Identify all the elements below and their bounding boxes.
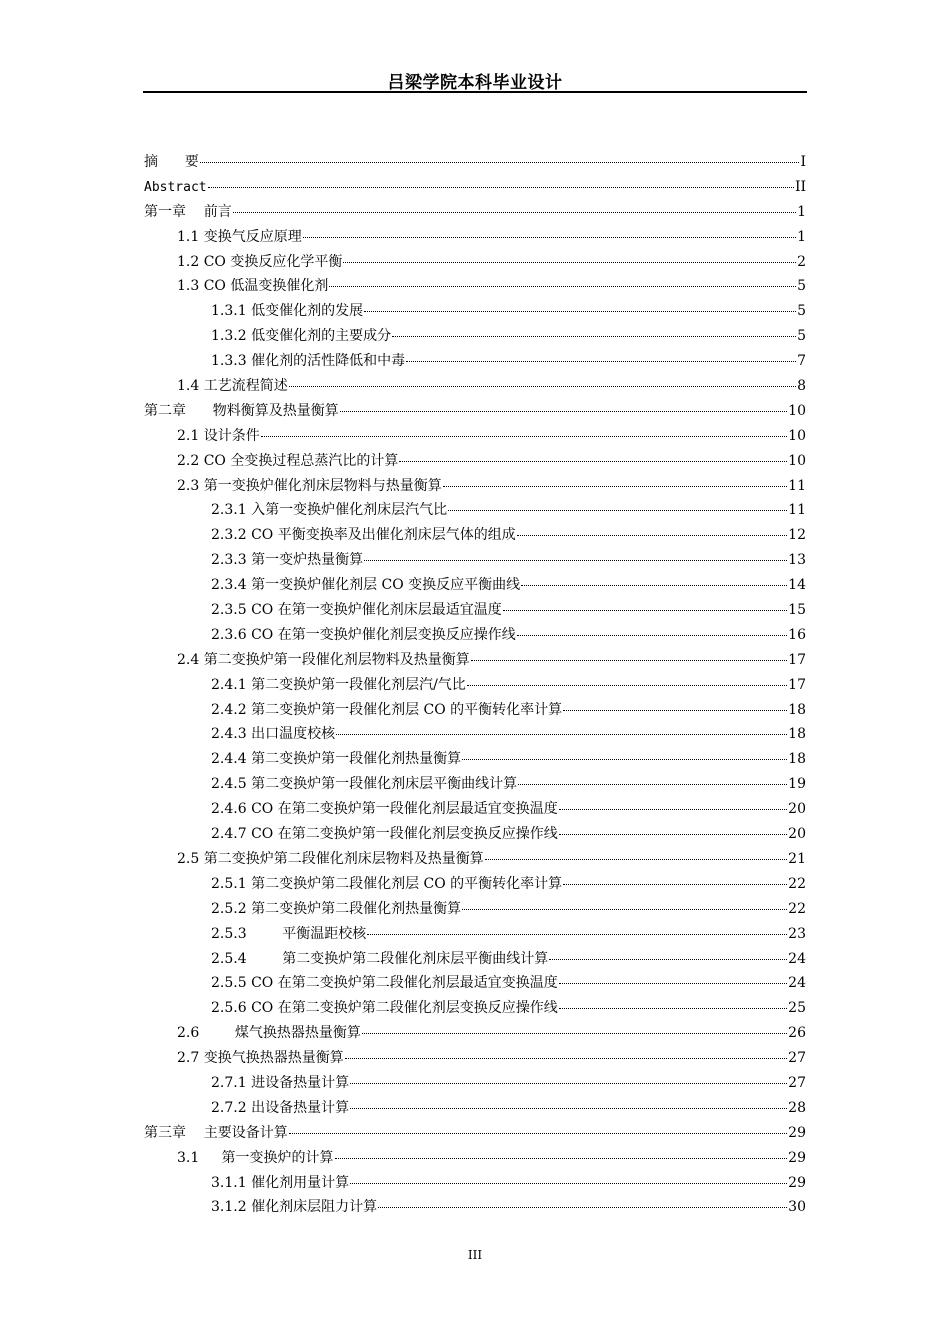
toc-leader-dots <box>549 959 787 960</box>
toc-entry[interactable] <box>144 449 806 474</box>
toc-leader-dots <box>392 336 796 337</box>
toc-entry[interactable] <box>144 474 806 499</box>
toc-entry-title: 2.5.2 第二变换炉第二段催化剂热量衡算 <box>211 900 462 917</box>
toc-entry[interactable] <box>144 1171 806 1196</box>
toc-entry-title: 2.7.1 进设备热量计算 <box>211 1074 350 1091</box>
toc-entry-title: 2.5.3 平衡温距校核 <box>211 925 367 942</box>
toc-leader-dots <box>462 759 787 760</box>
toc-entry-title: 2.7.2 出设备热量计算 <box>211 1099 350 1116</box>
toc-entry-title: 2.5.5 CO 在第二变换炉第二段催化剂层最适宜变换温度 <box>211 975 558 992</box>
toc-entry-page: 10 <box>788 452 806 469</box>
toc-entry-page: 18 <box>788 701 806 718</box>
toc-entry-title: 摘 要 <box>144 154 199 170</box>
toc-entry[interactable] <box>144 872 806 897</box>
toc-entry-page: 28 <box>788 1099 806 1116</box>
toc-leader-dots <box>462 909 787 910</box>
toc-entry-page: 23 <box>788 925 806 942</box>
toc-entry-title: 1.3 CO 低温变换催化剂 <box>177 278 329 295</box>
toc-leader-dots <box>340 411 787 412</box>
toc-entry-title: 2.4.1 第二变换炉第一段催化剂层汽/气比 <box>211 676 466 693</box>
toc-leader-dots <box>343 262 796 263</box>
toc-entry-page: 19 <box>788 776 806 793</box>
toc-entry-title: 1.4 工艺流程简述 <box>177 378 288 395</box>
toc-entry-page: 8 <box>797 378 806 395</box>
toc-leader-dots <box>518 784 787 785</box>
toc-entry-title: 2.3.2 CO 平衡变换率及出催化剂床层气体的组成 <box>211 527 516 544</box>
toc-entry-page: 10 <box>788 427 806 444</box>
page-header-title: 吕梁学院本科毕业设计 <box>387 73 563 93</box>
toc-entry-page: 29 <box>788 1149 806 1166</box>
toc-entry-title: 第二章 物料衡算及热量衡算 <box>144 402 339 419</box>
toc-entry[interactable] <box>144 996 806 1021</box>
toc-leader-dots <box>517 635 787 636</box>
toc-leader-dots <box>233 212 796 213</box>
toc-entry-page: 22 <box>788 875 806 892</box>
toc-entry[interactable] <box>144 648 806 673</box>
toc-entry-title: 2.3.1 入第一变换炉催化剂床层汽气比 <box>211 502 448 519</box>
header-rule <box>143 91 807 93</box>
toc-entry[interactable] <box>144 399 806 424</box>
toc-leader-dots <box>485 859 787 860</box>
toc-entry-title: 2.4.4 第二变换炉第一段催化剂热量衡算 <box>211 751 462 768</box>
toc-entry[interactable] <box>144 250 806 275</box>
toc-entry-page: 2 <box>797 253 806 270</box>
toc-leader-dots <box>208 187 794 188</box>
toc-entry-title: 3.1.2 催化剂床层阻力计算 <box>211 1199 378 1216</box>
toc-leader-dots <box>448 510 787 511</box>
toc-entry[interactable] <box>144 1195 806 1220</box>
toc-entry-page: 15 <box>788 602 806 619</box>
toc-entry[interactable] <box>144 971 806 996</box>
toc-entry-title: 1.2 CO 变换反应化学平衡 <box>177 253 343 270</box>
toc-leader-dots <box>289 386 796 387</box>
toc-entry-title: 2.4.3 出口温度校核 <box>211 726 336 743</box>
toc-entry-page: 17 <box>788 651 806 668</box>
toc-entry-page: 21 <box>788 850 806 867</box>
toc-entry-page: 11 <box>788 502 806 519</box>
toc-entry[interactable] <box>144 424 806 449</box>
toc-entry-page: 12 <box>788 527 806 544</box>
toc-leader-dots <box>364 560 787 561</box>
toc-entry[interactable] <box>144 1021 806 1046</box>
toc-leader-dots <box>471 660 787 661</box>
toc-entry-page: 1 <box>797 228 806 245</box>
toc-entry[interactable] <box>144 374 806 399</box>
toc-entry[interactable] <box>144 673 806 698</box>
toc-entry-title: 2.7 变换气换热器热量衡算 <box>177 1050 344 1067</box>
toc-entry-page: 7 <box>797 353 806 370</box>
toc-leader-dots <box>303 237 796 238</box>
toc-entry-title: 1.3.2 低变催化剂的主要成分 <box>211 328 392 345</box>
toc-entry-page: 17 <box>788 676 806 693</box>
toc-entry-title: 2.3.4 第一变换炉催化剂层 CO 变换反应平衡曲线 <box>211 577 521 594</box>
toc-entry-title: 2.2 CO 全变换过程总蒸汽比的计算 <box>177 452 399 469</box>
toc-entry-page: 22 <box>788 900 806 917</box>
toc-entry-title: 2.3.6 CO 在第一变换炉催化剂层变换反应操作线 <box>211 626 516 643</box>
toc-entry[interactable] <box>144 200 806 225</box>
toc-entry-title: 第三章 主要设备计算 <box>144 1124 288 1141</box>
toc-entry[interactable] <box>144 772 806 797</box>
toc-leader-dots <box>364 311 796 312</box>
toc-entry-page: 20 <box>788 801 806 818</box>
toc-entry-page: 27 <box>788 1074 806 1091</box>
toc-leader-dots <box>289 1133 787 1134</box>
toc-entry-page: II <box>794 178 806 195</box>
toc-entry-page: 29 <box>788 1174 806 1191</box>
toc-entry[interactable] <box>144 847 806 872</box>
toc-leader-dots <box>345 1058 787 1059</box>
toc-leader-dots <box>335 1158 788 1159</box>
toc-entry-page: 5 <box>797 328 806 345</box>
toc-entry-page: 16 <box>788 626 806 643</box>
toc-leader-dots <box>521 585 787 586</box>
toc-entry[interactable] <box>144 747 806 772</box>
toc-entry[interactable] <box>144 897 806 922</box>
toc-entry[interactable] <box>144 598 806 623</box>
toc-entry-page: I <box>800 154 806 170</box>
toc-entry-title: 1.3.3 催化剂的活性降低和中毒 <box>211 353 406 370</box>
toc-entry-title: Abstract <box>144 179 207 195</box>
toc-entry-page: 26 <box>788 1025 806 1042</box>
toc-entry-page: 5 <box>797 278 806 295</box>
toc-entry-title: 2.4.2 第二变换炉第一段催化剂层 CO 的平衡转化率计算 <box>211 701 563 718</box>
toc-entry-page: 27 <box>788 1050 806 1067</box>
toc-leader-dots <box>378 1207 787 1208</box>
toc-entry-page: 20 <box>788 826 806 843</box>
toc-leader-dots <box>399 461 787 462</box>
toc-entry-page: 25 <box>788 1000 806 1017</box>
toc-entry[interactable] <box>144 1096 806 1121</box>
toc-entry[interactable] <box>144 1071 806 1096</box>
toc-entry-title: 2.4.5 第二变换炉第一段催化剂床层平衡曲线计算 <box>211 776 518 793</box>
toc-leader-dots <box>467 685 787 686</box>
toc-leader-dots <box>559 809 787 810</box>
toc-leader-dots <box>563 884 787 885</box>
toc-entry[interactable] <box>144 324 806 349</box>
toc-leader-dots <box>200 162 800 163</box>
toc-entry-page: 24 <box>788 950 806 967</box>
toc-leader-dots <box>350 1183 787 1184</box>
toc-entry[interactable] <box>144 1146 806 1171</box>
toc-entry[interactable] <box>144 947 806 972</box>
toc-entry-title: 2.3 第一变换炉催化剂床层物料与热量衡算 <box>177 477 442 494</box>
toc-entry[interactable] <box>144 573 806 598</box>
toc-leader-dots <box>362 1033 787 1034</box>
toc-leader-dots <box>406 361 796 362</box>
toc-leader-dots <box>443 486 787 487</box>
toc-leader-dots <box>503 610 787 611</box>
toc-entry-page: 11 <box>788 477 806 494</box>
toc-entry[interactable] <box>144 797 806 822</box>
toc-leader-dots <box>559 983 787 984</box>
toc-entry-title: 2.5.6 CO 在第二变换炉第二段催化剂层变换反应操作线 <box>211 1000 558 1017</box>
toc-entry-title: 2.4.7 CO 在第二变换炉第一段催化剂层变换反应操作线 <box>211 826 558 843</box>
toc-entry[interactable] <box>144 722 806 747</box>
toc-leader-dots <box>559 1008 787 1009</box>
toc-entry-title: 2.5.1 第二变换炉第二段催化剂层 CO 的平衡转化率计算 <box>211 875 563 892</box>
toc-entry[interactable] <box>144 150 806 175</box>
toc-leader-dots <box>329 286 796 287</box>
toc-entry-page: 24 <box>788 975 806 992</box>
toc-leader-dots <box>261 436 787 437</box>
toc-entry[interactable] <box>144 175 806 200</box>
toc-entry[interactable] <box>144 225 806 250</box>
toc-entry-title: 1.1 变换气反应原理 <box>177 228 302 245</box>
toc-entry[interactable] <box>144 822 806 847</box>
toc-entry-title: 第一章 前言 <box>144 203 232 220</box>
toc-entry[interactable] <box>144 299 806 324</box>
toc-entry-page: 5 <box>797 303 806 320</box>
toc-entry-title: 2.4.6 CO 在第二变换炉第一段催化剂层最适宜变换温度 <box>211 801 558 818</box>
toc-entry[interactable] <box>144 274 806 299</box>
toc-leader-dots <box>367 934 787 935</box>
toc-entry[interactable] <box>144 349 806 374</box>
toc-entry-title: 2.6 煤气换热器热量衡算 <box>177 1025 361 1042</box>
toc-entry-title: 1.3.1 低变催化剂的发展 <box>211 303 364 320</box>
toc-entry[interactable] <box>144 523 806 548</box>
toc-entry-title: 2.5 第二变换炉第二段催化剂床层物料及热量衡算 <box>177 850 484 867</box>
toc-entry-title: 3.1.1 催化剂用量计算 <box>211 1174 350 1191</box>
footer-page-number: III <box>467 1248 483 1262</box>
toc-entry-page: 29 <box>788 1124 806 1141</box>
toc-entry-page: 13 <box>788 552 806 569</box>
toc-entry-page: 18 <box>788 751 806 768</box>
toc-entry-title: 2.3.3 第一变炉热量衡算 <box>211 552 364 569</box>
toc-entry-title: 2.5.4 第二变换炉第二段催化剂床层平衡曲线计算 <box>211 950 549 967</box>
toc-leader-dots <box>559 834 787 835</box>
toc-leader-dots <box>517 535 787 536</box>
toc-entry-title: 2.4 第二变换炉第一段催化剂层物料及热量衡算 <box>177 651 470 668</box>
table-of-contents <box>144 150 806 1220</box>
toc-leader-dots <box>350 1083 787 1084</box>
toc-entry[interactable] <box>144 623 806 648</box>
toc-entry[interactable] <box>144 698 806 723</box>
toc-leader-dots <box>350 1108 787 1109</box>
toc-entry[interactable] <box>144 922 806 947</box>
toc-entry[interactable] <box>144 1046 806 1071</box>
toc-entry-page: 30 <box>788 1199 806 1216</box>
toc-entry[interactable] <box>144 498 806 523</box>
toc-entry-page: 10 <box>788 402 806 419</box>
toc-entry[interactable] <box>144 548 806 573</box>
toc-entry-page: 1 <box>797 203 806 220</box>
toc-leader-dots <box>563 710 787 711</box>
toc-entry-page: 14 <box>788 577 806 594</box>
toc-leader-dots <box>336 734 787 735</box>
toc-entry-title: 2.1 设计条件 <box>177 427 260 444</box>
toc-entry-title: 2.3.5 CO 在第一变换炉催化剂床层最适宜温度 <box>211 602 502 619</box>
toc-entry[interactable] <box>144 1121 806 1146</box>
toc-entry-page: 18 <box>788 726 806 743</box>
toc-entry-title: 3.1 第一变换炉的计算 <box>177 1149 334 1166</box>
